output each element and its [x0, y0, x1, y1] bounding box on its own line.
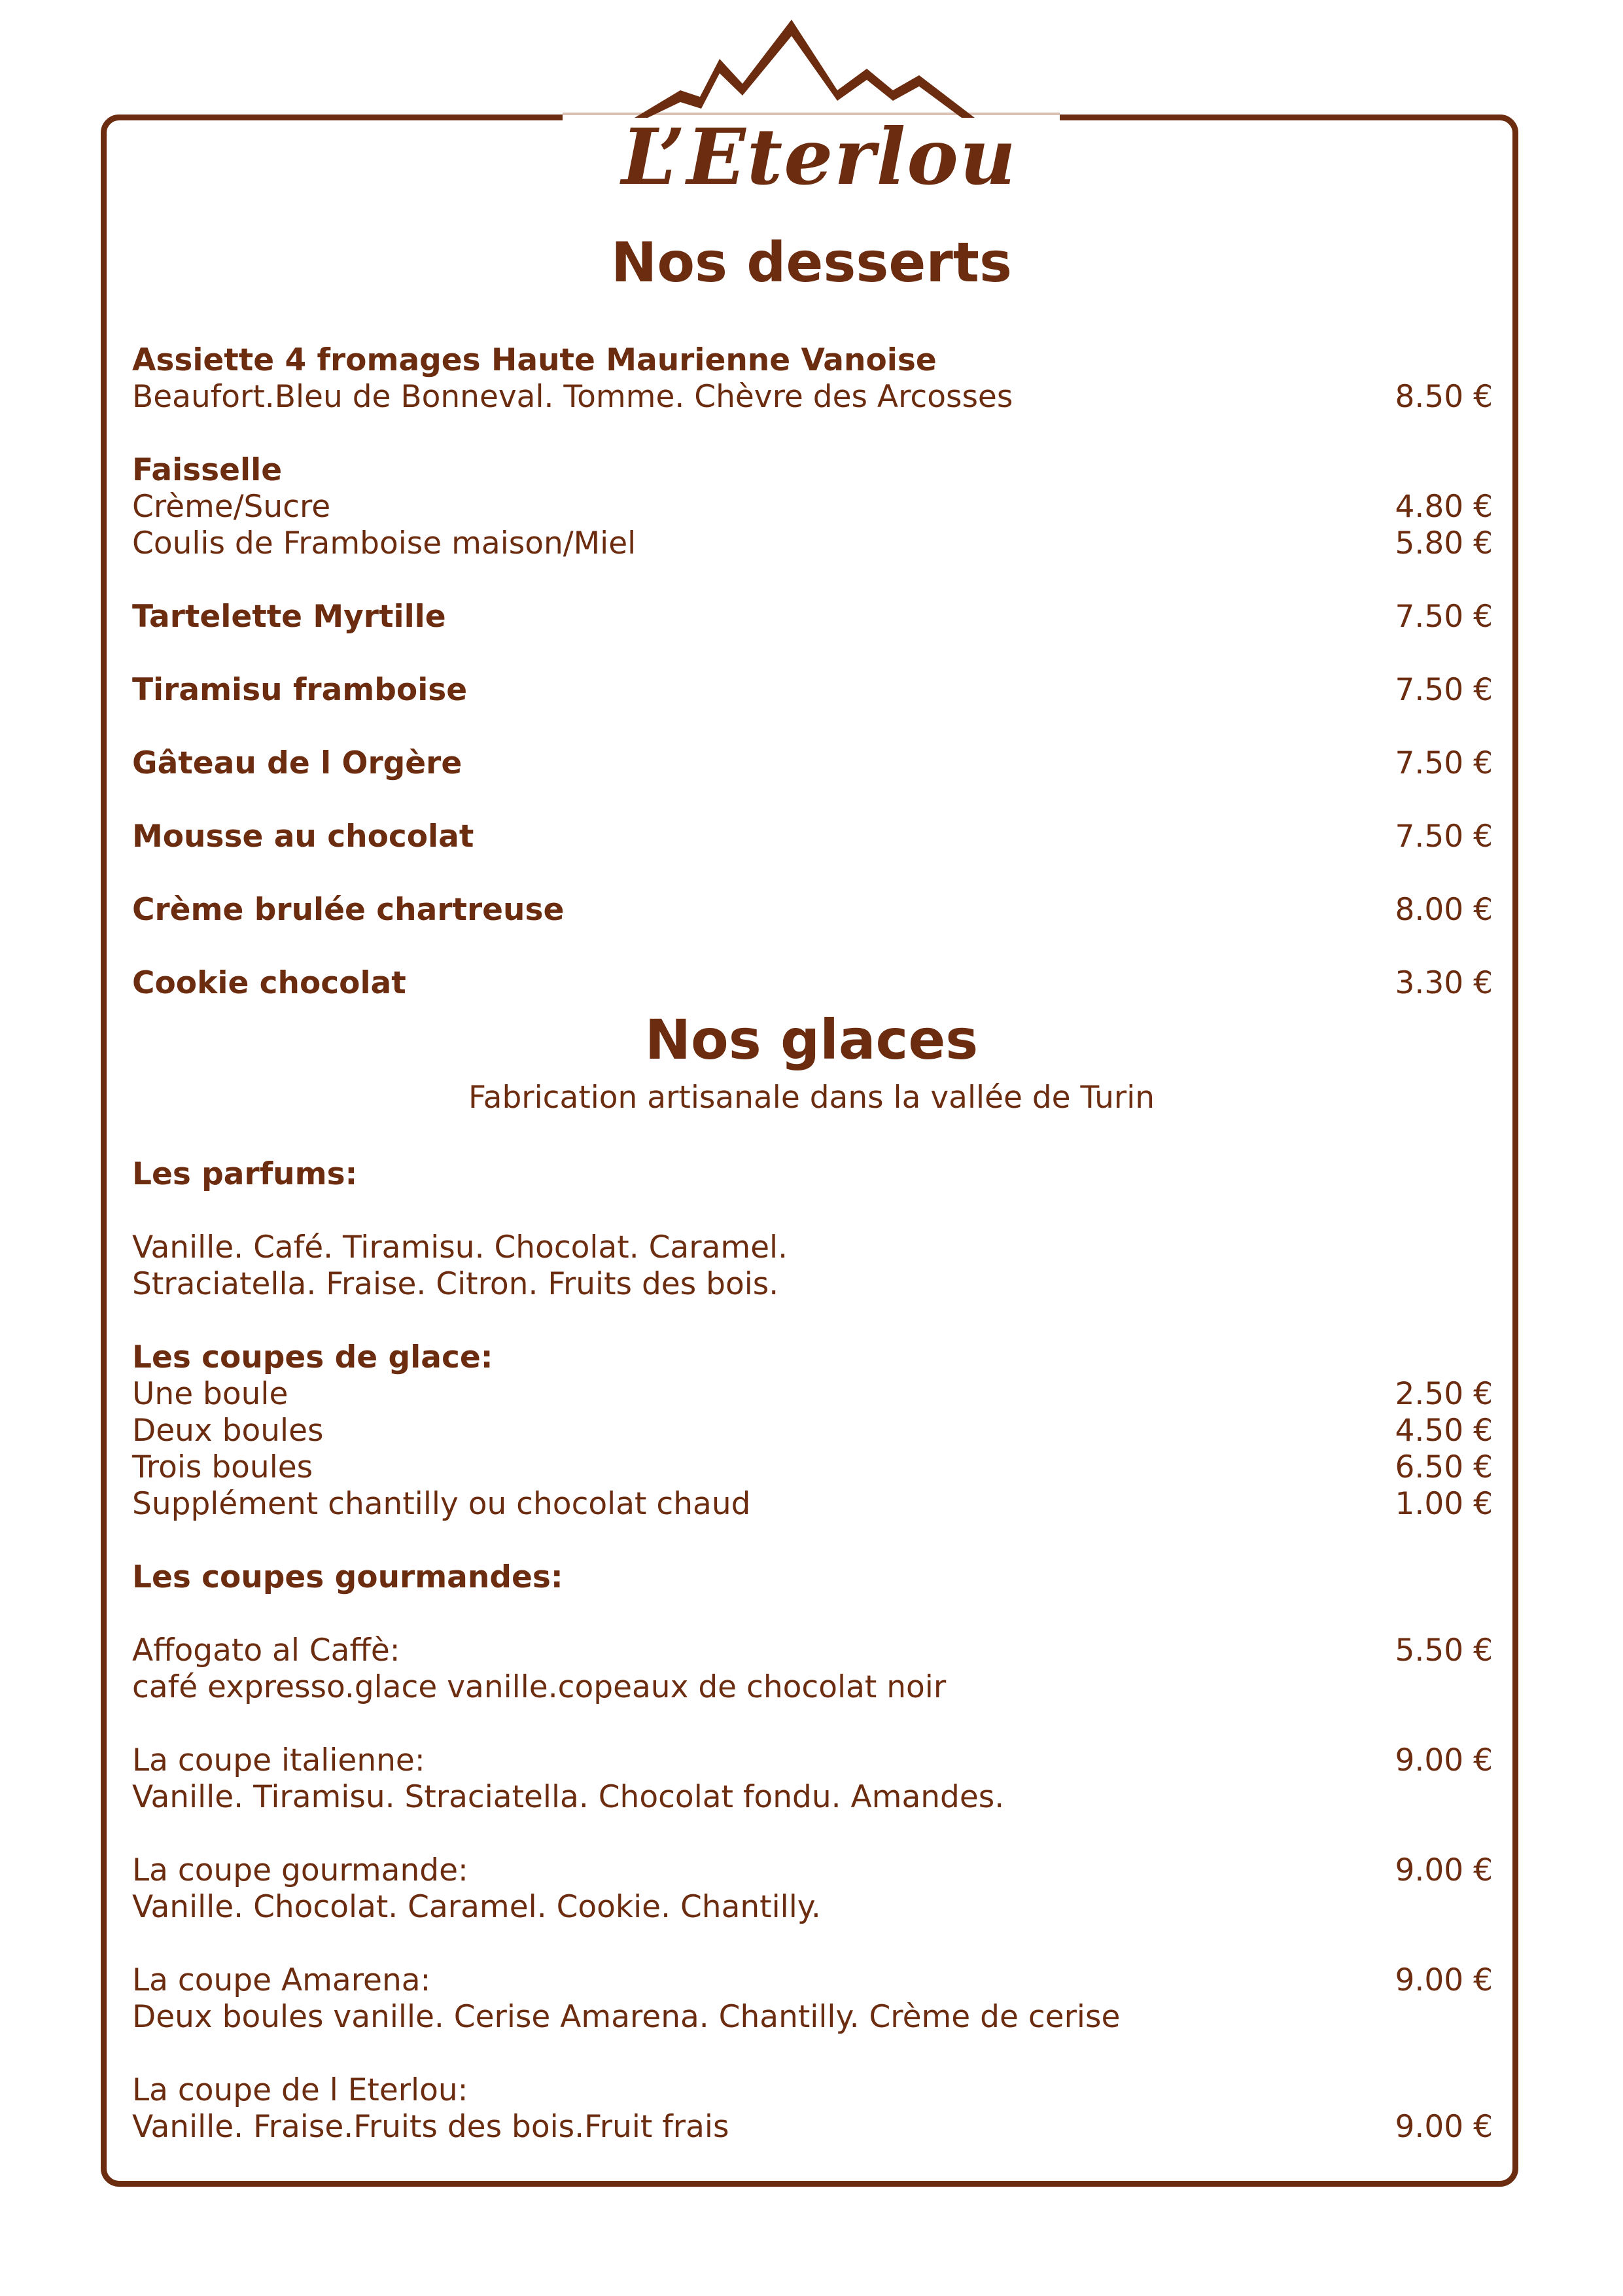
item-detail: café expresso.glace vanille.copeaux de chocolat noir: [132, 1669, 947, 1705]
item-price: 4.80 €: [1395, 489, 1493, 525]
item-price: 7.50 €: [1395, 745, 1493, 781]
menu-item: [132, 525, 1493, 563]
item-price: 2.50 €: [1395, 1376, 1493, 1412]
brand-logo: [621, 13, 1017, 202]
menu-item: [132, 891, 1493, 929]
menu-item: [132, 671, 1493, 709]
item-name: La coupe de l Eterlou:: [132, 2072, 468, 2108]
menu-item: [132, 818, 1493, 856]
item-price: 7.50 €: [1395, 599, 1493, 635]
list-item: [132, 1265, 1493, 1303]
menu-item-desc: [132, 1778, 1493, 1816]
item-detail: Beaufort.Bleu de Bonneval. Tomme. Chèvre des Arcosses: [132, 379, 1013, 415]
item-name: Assiette 4 fromages Haute Maurienne Vanoise: [132, 342, 937, 378]
item-name: Faisselle: [132, 452, 283, 488]
menu-item: [132, 378, 1493, 416]
glaces-subtitle: Fabrication artisanale dans la vallée de Turin: [468, 1080, 1155, 1116]
item-price: 8.00 €: [1395, 892, 1493, 928]
item-detail: Vanille. Fraise.Fruits des bois.Fruit frais: [132, 2109, 729, 2145]
item-detail: Crème/Sucre: [132, 489, 331, 525]
gourmandes-heading: Les coupes gourmandes:: [132, 1559, 563, 1595]
item-name: Gâteau de l Orgère: [132, 745, 462, 781]
section-heading: [132, 1156, 1493, 1193]
item-price: 8.50 €: [1395, 379, 1493, 415]
item-price: 9.00 €: [1395, 2109, 1493, 2145]
menu-item: [132, 1632, 1493, 1670]
menu-item: [132, 598, 1493, 636]
item-name: La coupe Amarena:: [132, 1962, 431, 1998]
parfums-line: Straciatella. Fraise. Citron. Fruits des bois.: [132, 1266, 779, 1302]
menu-item: [132, 964, 1493, 1002]
item-price: 6.50 €: [1395, 1449, 1493, 1485]
parfums-heading: Les parfums:: [132, 1156, 358, 1192]
section-heading: [132, 1339, 1493, 1377]
coupes-heading: Les coupes de glace:: [132, 1339, 493, 1375]
item-detail: Une boule: [132, 1376, 288, 1412]
section-heading: [132, 1559, 1493, 1597]
item-name: La coupe gourmande:: [132, 1852, 468, 1888]
menu-item: [132, 1449, 1493, 1487]
menu-item: [132, 451, 1493, 489]
list-item: [132, 1229, 1493, 1267]
menu-item-desc: [132, 1888, 1493, 1926]
menu-item: [132, 488, 1493, 526]
item-detail: Deux boules vanille. Cerise Amarena. Chantilly. Crème de cerise: [132, 1999, 1121, 2035]
glaces-title: Nos glaces: [644, 1008, 979, 1072]
menu-item: [132, 1412, 1493, 1450]
brand-name: L’Eterlou: [621, 111, 1017, 202]
item-price: 5.80 €: [1395, 525, 1493, 561]
item-price: 7.50 €: [1395, 819, 1493, 855]
item-price: 3.30 €: [1395, 965, 1493, 1001]
parfums-line: Vanille. Café. Tiramisu. Chocolat. Caramel.: [132, 1229, 788, 1265]
menu-item: [132, 2072, 1493, 2110]
item-price: 5.50 €: [1395, 1633, 1493, 1669]
item-detail: Vanille. Chocolat. Caramel. Cookie. Chantilly.: [132, 1889, 821, 1925]
item-price: 4.50 €: [1395, 1413, 1493, 1449]
menu-item: [132, 1962, 1493, 2000]
menu-item-desc: [132, 1669, 1493, 1706]
item-price: 9.00 €: [1395, 1852, 1493, 1888]
menu-item: [132, 342, 1493, 380]
menu-item-desc: [132, 2108, 1493, 2146]
item-detail: Vanille. Tiramisu. Straciatella. Chocolat fondu. Amandes.: [132, 1779, 1005, 1815]
menu-item: [132, 1852, 1493, 1890]
item-price: 9.00 €: [1395, 1742, 1493, 1778]
item-name: Cookie chocolat: [132, 965, 406, 1001]
item-name: Mousse au chocolat: [132, 819, 474, 855]
item-name: Affogato al Caffè:: [132, 1633, 400, 1669]
item-name: La coupe italienne:: [132, 1742, 425, 1778]
item-name: Tiramisu framboise: [132, 672, 468, 708]
mountain-peaks-icon: [621, 13, 988, 124]
menu-item-desc: [132, 1998, 1493, 2036]
menu-item: [132, 1375, 1493, 1413]
item-detail: Coulis de Framboise maison/Miel: [132, 525, 637, 561]
menu-item: [132, 1485, 1493, 1523]
item-detail: Trois boules: [132, 1449, 313, 1485]
item-price: 9.00 €: [1395, 1962, 1493, 1998]
item-price: 7.50 €: [1395, 672, 1493, 708]
desserts-title: Nos desserts: [611, 230, 1012, 294]
menu-item: [132, 745, 1493, 783]
item-detail: Supplément chantilly ou chocolat chaud: [132, 1486, 751, 1522]
menu-item: [132, 1742, 1493, 1780]
item-name: Tartelette Myrtille: [132, 599, 446, 635]
item-price: 1.00 €: [1395, 1486, 1493, 1522]
item-name: Crème brulée chartreuse: [132, 892, 565, 928]
item-detail: Deux boules: [132, 1413, 324, 1449]
